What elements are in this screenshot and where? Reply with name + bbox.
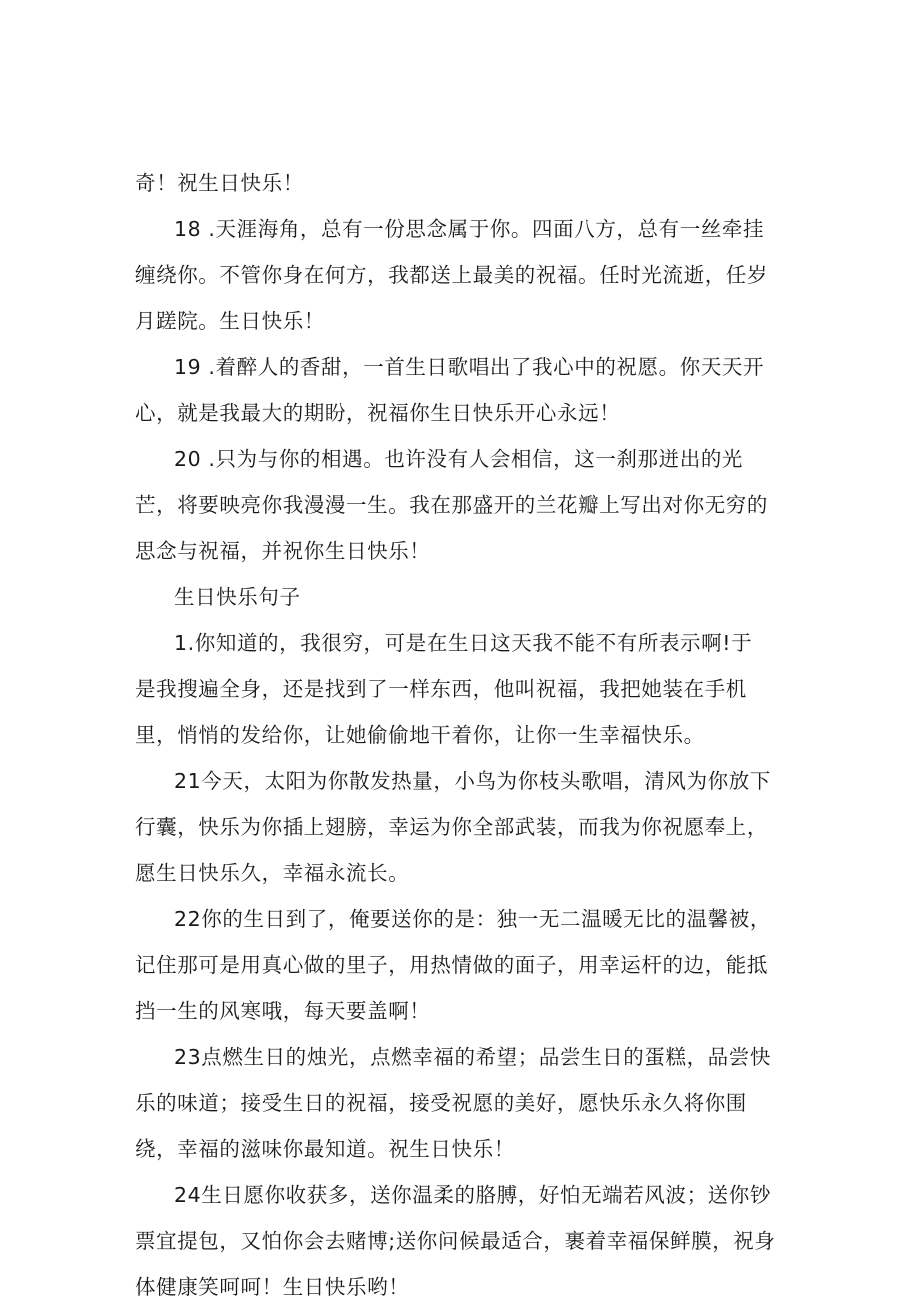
text-line: 缠绕你。不管你身在何方，我都送上最美的祝福。任时光流逝，任岁	[135, 263, 768, 287]
text-line: 芒，将要映亮你我漫漫一生。我在那盛开的兰花瓣上写出对你无穷的	[135, 493, 768, 517]
paragraph	[135, 344, 795, 436]
paragraph	[135, 620, 795, 758]
text-line: 体健康笑呵呵！生日快乐哟！	[135, 1275, 410, 1299]
paragraph	[135, 436, 795, 574]
paragraph	[135, 1172, 795, 1310]
text-line: 思念与祝福，并祝你生日快乐！	[135, 539, 431, 563]
text-line: 18 .天涯海角，总有一份思念属于你。四面八方，总有一丝牵挂	[174, 217, 765, 241]
text-line: 月蹉院。生日快乐！	[135, 309, 325, 333]
text-line: 票宜提包，又怕你会去赌博;送你问候最适合，裹着幸福保鲜膜，祝身	[135, 1229, 776, 1253]
paragraph	[135, 574, 795, 620]
paragraph	[135, 758, 795, 896]
text-line: 20 .只为与你的相遇。也许没有人会相信，这一刹那迸出的光	[174, 447, 744, 471]
text-line: 行囊，快乐为你插上翅膀，幸运为你全部武装，而我为你祝愿奉上，	[135, 815, 768, 839]
text-line: 24生日愿你收获多，送你温柔的胳膊，好怕无端若风波；送你钞	[174, 1183, 771, 1207]
text-line: 1.你知道的，我很穷，可是在生日这天我不能不有所表示啊!于	[174, 631, 753, 655]
text-line: 挡一生的风寒哦，每天要盖啊！	[135, 999, 431, 1023]
paragraph	[135, 1034, 795, 1172]
text-line: 22你的生日到了，俺要送你的是：独一无二温暖无比的温馨被，	[174, 907, 771, 931]
paragraph	[135, 160, 795, 206]
paragraph	[135, 206, 795, 344]
text-line: 愿生日快乐久，幸福永流长。	[135, 861, 410, 885]
text-line: 19 .着醉人的香甜，一首生日歌唱出了我心中的祝愿。你天天开	[174, 355, 765, 379]
text-line: 生日快乐句子	[174, 585, 301, 609]
paragraph	[135, 896, 795, 1034]
text-line: 里，悄悄的发给你，让她偷偷地干着你，让你一生幸福快乐。	[135, 723, 705, 747]
text-line: 奇！祝生日快乐！	[135, 171, 304, 195]
text-line: 23点燃生日的烛光，点燃幸福的希望；品尝生日的蛋糕，品尝快	[174, 1045, 771, 1069]
text-line: 乐的味道；接受生日的祝福，接受祝愿的美好，愿快乐永久将你围	[135, 1091, 747, 1115]
text-line: 是我搜遍全身，还是找到了一样东西，他叫祝福，我把她装在手机	[135, 677, 747, 701]
text-line: 绕，幸福的滋味你最知道。祝生日快乐！	[135, 1137, 515, 1161]
text-line: 21今天，太阳为你散发热量，小鸟为你枝头歌唱，清风为你放下	[174, 769, 771, 793]
text-line: 心，就是我最大的期盼，祝福你生日快乐开心永远！	[135, 401, 621, 425]
text-line: 记住那可是用真心做的里子，用热情做的面子，用幸运杆的边，能抵	[135, 953, 768, 977]
document-body	[135, 160, 795, 1310]
